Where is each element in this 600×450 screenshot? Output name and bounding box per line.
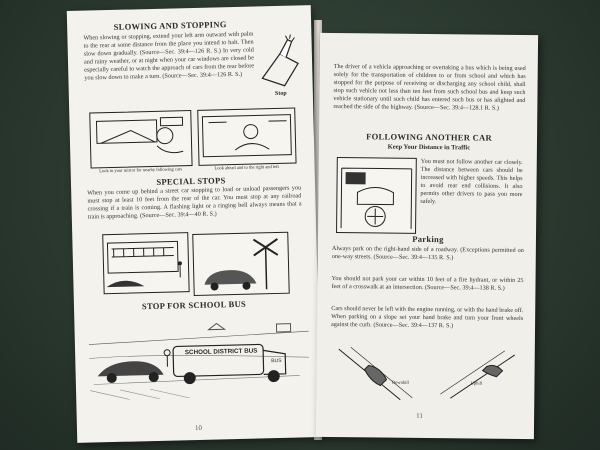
mirror-caption: Look in your mirror for nearby following cars <box>99 166 183 174</box>
following-body: You must not follow another car closely. The distance between cars should be increased with higher speeds. This helps to avoid rear end collisions. It also permits other drivers to pass you more safely. <box>420 157 523 206</box>
school-bus-rule-text: The driver of a vehicle approaching or overtaking a bus which is being used solely for the transportation of children to or from school and which has stopped for the purpose of receiving or discharging any school child, shall stop such vehicle not less than ten feet from such school bus and keep such vehicle stationary until such child has entered such bus or has alighted and reached the side of the highway. (Source—Sec. 39:4—128.1 R. S.) <box>333 63 526 112</box>
parking-paragraph-2: You should not park your car within 10 feet of a fire hydrant, or within 25 feet of a crosswalk at an intersection. (Source—Sec. 39:4—138 R. S.) <box>331 275 524 292</box>
look-ahead-caption: Look ahead and to the right and left <box>214 163 279 171</box>
special-stops-heading: SPECIAL STOPS <box>156 175 226 187</box>
special-stops-body: When you come up behind a street car stopping to load or unload passengers you must stop at least 10 feet from the rear of the car. You must stop at any railroad crossing if a train is coming. A flashing light or a ringing bell always means that a train is approaching. (Source—Sec. 39:4—40 R. S.) <box>87 184 302 221</box>
slowing-body: When slowing or stopping, extend your left arm outward with palm to the rear at some distance from the place you intend to halt. Then slow down gradually. (Source—Sec. 39:4—126 R. S.) In very cold and rainy weather, or at night when your car windows are closed be especially careful to watch the approach of cars from the rear before you slow down to make a turn. (Source—Sec. 39:4—126 R. S.) <box>83 30 255 82</box>
railroad-crossing-illustration <box>192 232 289 296</box>
left-page-number: 10 <box>194 423 203 433</box>
left-page <box>67 5 321 443</box>
parking-heading: Parking <box>412 233 444 245</box>
stop-hand-label: Stop <box>274 90 287 97</box>
parking-slope-illustration <box>330 343 523 409</box>
following-subheading: Keep Your Distance in Traffic <box>387 143 471 152</box>
right-page <box>316 33 538 439</box>
parking-paragraph-3: Cars should never be left with the engine running, or with the hand brake off. When parking on a slope set your hand brake and turn your front wheels against the curb. (Source—Sec. 39:4—137 R. S.) <box>331 305 524 330</box>
streetcar-illustration <box>102 232 189 294</box>
parking-paragraph-1: Always park on the right-hand side of a roadway. (Exceptions permitted on one-way streets. (Source—Sec. 39:4—135 R. S.) <box>331 245 524 262</box>
uphill-label: Uphill <box>470 380 483 386</box>
stop-hand-signal-icon <box>257 33 304 90</box>
right-page-number: 11 <box>416 411 423 420</box>
look-ahead-illustration <box>197 107 296 165</box>
bus-side-label: BUS <box>271 357 282 365</box>
downhill-label: Downhill <box>391 379 409 385</box>
following-heading: FOLLOWING ANOTHER CAR <box>366 131 492 143</box>
bus-sign: SCHOOL DISTRICT BUS <box>184 347 258 357</box>
following-car-illustration <box>336 157 417 234</box>
mirror-illustration <box>89 110 192 168</box>
school-bus-heading: STOP FOR SCHOOL BUS <box>141 298 247 312</box>
slowing-heading: SLOWING AND STOPPING <box>113 19 227 32</box>
